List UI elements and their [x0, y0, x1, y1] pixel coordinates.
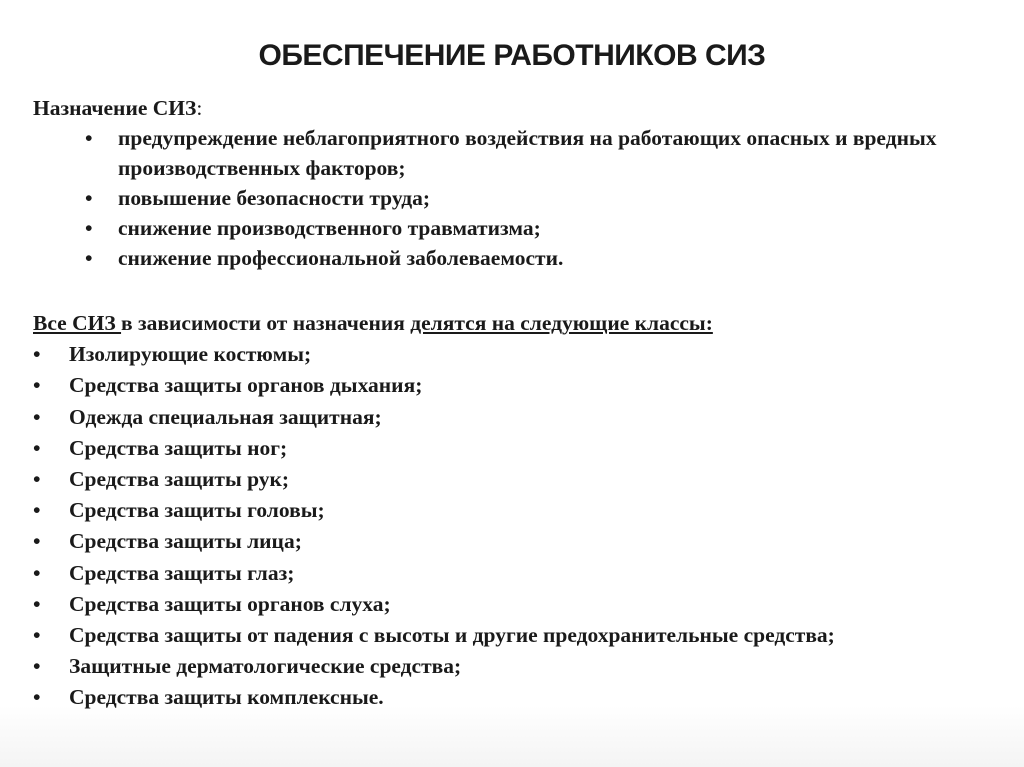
- class-item-text: Средства защиты от падения с высоты и другие предохранительные средства;: [69, 623, 835, 648]
- class-item: [33, 464, 1003, 495]
- class-item-text: Защитные дерматологические средства;: [69, 654, 462, 679]
- class-item: [33, 682, 1003, 713]
- class-item-text: Средства защиты глаз;: [69, 560, 295, 585]
- purpose-heading-colon: :: [196, 96, 203, 120]
- classes-intro-middle: в зависимости от назначения: [121, 311, 411, 335]
- class-item: [33, 370, 1003, 401]
- purpose-item: [33, 183, 1003, 213]
- class-item-text: Средства защиты рук;: [69, 467, 290, 492]
- class-item: [33, 433, 1003, 464]
- bullet-icon: •: [33, 498, 41, 523]
- purpose-item-text: предупреждение неблагоприятного воздействия на работающих опасных и вредных производственных факторов;: [118, 126, 937, 180]
- class-item: [33, 339, 1003, 370]
- bullet-icon: •: [33, 404, 41, 429]
- purpose-item: [33, 213, 1003, 243]
- class-item-text: Средства защиты органов дыхания;: [69, 373, 423, 398]
- class-item: [33, 558, 1003, 589]
- class-item: [33, 495, 1003, 526]
- purpose-section: [33, 93, 1003, 273]
- class-item: [33, 589, 1003, 620]
- bullet-icon: •: [33, 591, 41, 616]
- purpose-heading: Назначение СИЗ: [33, 96, 197, 120]
- bullet-icon: •: [85, 126, 93, 150]
- purpose-item: [33, 243, 1003, 273]
- bullet-icon: •: [85, 186, 93, 210]
- class-item-text: Одежда специальная защитная;: [69, 404, 382, 429]
- classes-section: [33, 308, 1003, 714]
- class-item: [33, 651, 1003, 682]
- class-item: [33, 526, 1003, 557]
- purpose-item-text: повышение безопасности труда;: [118, 186, 431, 210]
- class-item-text: Средства защиты ног;: [69, 435, 288, 460]
- class-item-text: Средства защиты комплексные.: [69, 685, 384, 710]
- bullet-icon: •: [33, 342, 41, 367]
- class-item-text: Средства защиты лица;: [69, 529, 302, 554]
- bullet-icon: •: [85, 216, 93, 240]
- purpose-heading-line: [33, 93, 1003, 123]
- class-item-text: Изолирующие костюмы;: [69, 342, 312, 367]
- classes-list: [33, 339, 1003, 713]
- classes-intro: [33, 308, 1003, 339]
- page-title: ОБЕСПЕЧЕНИЕ РАБОТНИКОВ СИЗ: [258, 39, 766, 72]
- purpose-item-text: снижение производственного травматизма;: [118, 216, 541, 240]
- purpose-item-text: снижение профессиональной заболеваемости.: [118, 246, 564, 270]
- class-item: [33, 620, 1003, 651]
- bullet-icon: •: [33, 467, 41, 492]
- bullet-icon: •: [33, 623, 41, 648]
- class-item: [33, 402, 1003, 433]
- purpose-list: [33, 123, 1003, 273]
- bullet-icon: •: [33, 529, 41, 554]
- purpose-item: [33, 123, 1003, 183]
- bullet-icon: •: [33, 435, 41, 460]
- bullet-icon: •: [85, 246, 93, 270]
- bullet-icon: •: [33, 654, 41, 679]
- class-item-text: Средства защиты органов слуха;: [69, 591, 391, 616]
- bullet-icon: •: [33, 560, 41, 585]
- classes-intro-subject: Все СИЗ: [33, 311, 122, 335]
- bullet-icon: •: [33, 685, 41, 710]
- bullet-icon: •: [33, 373, 41, 398]
- classes-intro-predicate: делятся на следующие классы:: [410, 311, 713, 335]
- class-item-text: Средства защиты головы;: [69, 498, 325, 523]
